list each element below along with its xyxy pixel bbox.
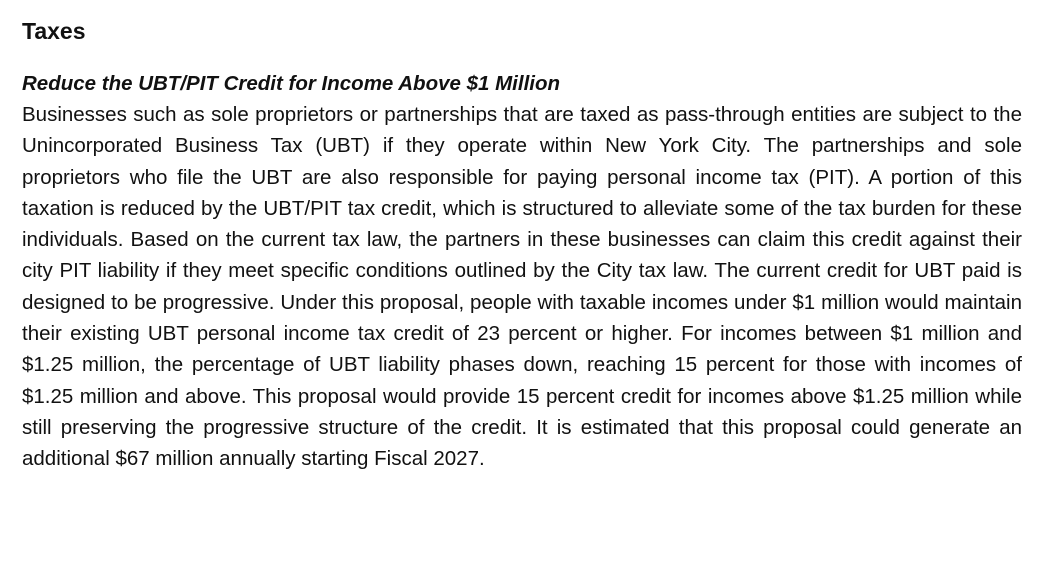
document-page bbox=[22, 14, 1022, 475]
proposal-body: Businesses such as sole proprietors or partnerships that are taxed as pass-through entities are subject to the Unincorporated Business Tax (UBT) if they operate within New York City. The partnerships and sole proprietors who file the UBT are also responsible for paying personal income tax (PIT). A portion of this taxation is reduced by the UBT/PIT tax credit, which is structured to alleviate some of the tax burden for these individuals. Based on the current tax law, the partners in these businesses can claim this credit against their city PIT liability if they meet specific conditions outlined by the City tax law. The current credit for UBT paid is designed to be progressive. Under this proposal, people with taxable incomes under $1 million would maintain their existing UBT personal income tax credit of 23 percent or higher. For incomes between $1 million and $1.25 million, the percentage of UBT liability phases down, reaching 15 percent for those with incomes of $1.25 million and above. This proposal would provide 15 percent credit for incomes above $1.25 million while still preserving the progressive structure of the credit. It is estimated that this proposal could generate an additional $67 million annually starting Fiscal 2027. bbox=[22, 103, 1022, 471]
proposal-title: Reduce the UBT/PIT Credit for Income Above $1 Million bbox=[22, 72, 561, 95]
section-heading: Taxes bbox=[22, 18, 86, 44]
